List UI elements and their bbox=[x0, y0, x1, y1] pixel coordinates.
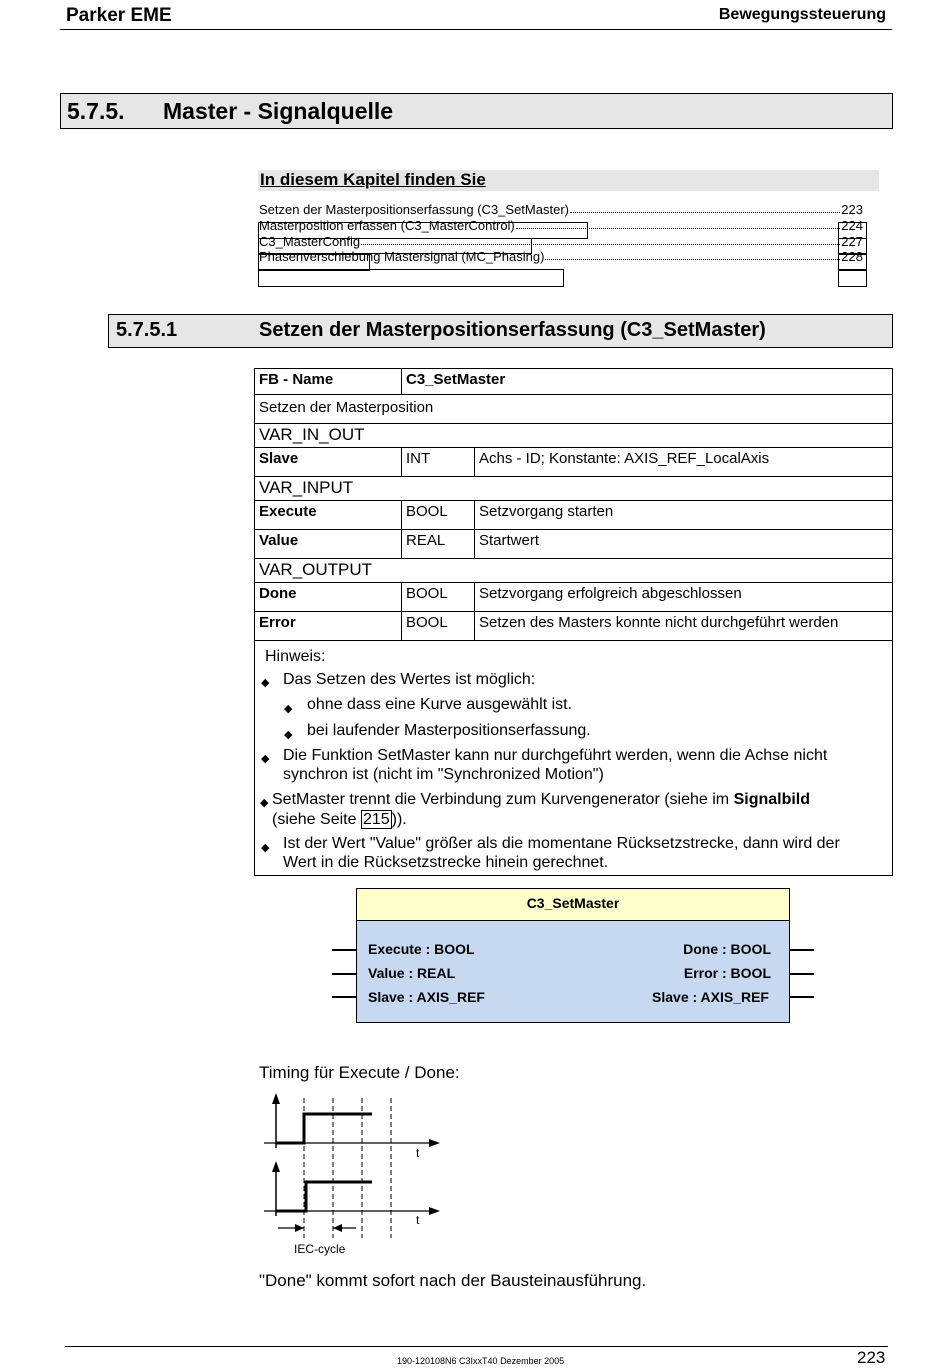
var-desc: Achs - ID; Konstante: AXIS_REF_LocalAxis bbox=[475, 448, 893, 477]
arrow-right-icon bbox=[429, 1207, 440, 1215]
toc-entry-title: Phasenverschiebung Mastersignal (MC_Phasing) bbox=[259, 249, 545, 264]
toc-entry[interactable] bbox=[259, 202, 863, 217]
note-text-part: )). bbox=[391, 811, 407, 828]
notes-box bbox=[254, 640, 893, 876]
block-output: Error : BOOL bbox=[683, 965, 771, 981]
var-name: Slave bbox=[255, 448, 402, 477]
note-text: Wert in die Rücksetzstrecke hinein gerechnet. bbox=[283, 854, 609, 871]
arrow-up-icon bbox=[272, 1161, 280, 1172]
var-desc: Startwert bbox=[475, 530, 893, 559]
arrow-right-icon bbox=[295, 1224, 304, 1232]
var-group-label: VAR_OUTPUT bbox=[255, 559, 893, 583]
note-text bbox=[272, 790, 810, 809]
timing-title: Timing für Execute / Done: bbox=[259, 1063, 460, 1082]
arrow-left-icon bbox=[333, 1224, 342, 1232]
var-name: Error bbox=[255, 612, 402, 641]
time-axis-label: t bbox=[416, 1146, 420, 1160]
section-title: Master - Signalquelle bbox=[163, 98, 394, 124]
note-text: ohne dass eine Kurve ausgewählt ist. bbox=[307, 696, 573, 713]
iec-cycle-label: IEC-cycle bbox=[294, 1242, 346, 1256]
note-text bbox=[272, 810, 407, 829]
block-output: Slave : AXIS_REF bbox=[652, 989, 769, 1005]
fb-name-value: C3_SetMaster bbox=[402, 369, 893, 395]
input-pin-line bbox=[332, 949, 356, 951]
time-axis-label: t bbox=[416, 1213, 420, 1227]
subsection-number: 5.7.5.1 bbox=[116, 319, 178, 341]
var-type: REAL bbox=[402, 530, 475, 559]
arrow-right-icon bbox=[429, 1139, 440, 1147]
subsection-title: Setzen der Masterpositionserfassung (C3_SetMaster) bbox=[259, 319, 766, 341]
var-desc: Setzvorgang erfolgreich abgeschlossen bbox=[475, 583, 893, 612]
note-bold-term: Signalbild bbox=[733, 791, 811, 808]
block-title: C3_SetMaster bbox=[357, 889, 789, 921]
note-text-part: SetMaster trennt die Verbindung zum Kurvengenerator (siehe im bbox=[272, 791, 734, 808]
note-text: bei laufender Masterpositionserfassung. bbox=[307, 722, 591, 739]
block-output: Done : BOOL bbox=[683, 941, 771, 957]
var-name: Execute bbox=[255, 501, 402, 530]
header-divider bbox=[60, 29, 892, 30]
var-type: BOOL bbox=[402, 583, 475, 612]
subsection-heading bbox=[108, 314, 893, 348]
note-text: Die Funktion SetMaster kann nur durchgeführt werden, wenn die Achse nicht bbox=[283, 747, 828, 764]
var-desc: Setzvorgang starten bbox=[475, 501, 893, 530]
note-text: Das Setzen des Wertes ist möglich: bbox=[283, 671, 536, 688]
toc-heading bbox=[258, 170, 879, 191]
input-pin-line bbox=[332, 996, 356, 998]
toc-entry-page: 227 bbox=[841, 234, 863, 249]
block-input: Slave : AXIS_REF bbox=[368, 989, 485, 1005]
note-text-part: (siehe Seite bbox=[272, 811, 361, 828]
footer-doc-id: 190-120108N6 C3IxxT40 Dezember 2005 bbox=[397, 1356, 565, 1366]
fb-description: Setzen der Masterposition bbox=[255, 395, 893, 424]
toc-page-link-box[interactable] bbox=[838, 238, 867, 254]
bullet-diamond-icon: ◆ bbox=[261, 842, 270, 854]
var-name: Done bbox=[255, 583, 402, 612]
toc-link-box[interactable] bbox=[258, 222, 588, 239]
var-desc: Setzen des Masters konnte nicht durchgeführt werden bbox=[475, 612, 893, 641]
function-block bbox=[356, 888, 790, 1023]
page-number: 223 bbox=[857, 1348, 886, 1367]
bullet-diamond-icon: ◆ bbox=[261, 753, 270, 765]
toc-entry-page: 224 bbox=[841, 218, 863, 233]
fb-name-label: FB - Name bbox=[255, 369, 402, 395]
toc-heading-text: In diesem Kapitel finden Sie bbox=[260, 170, 486, 189]
arrow-up-icon bbox=[272, 1093, 280, 1104]
output-pin-line bbox=[790, 949, 814, 951]
bullet-diamond-icon: ◆ bbox=[261, 677, 270, 689]
block-input: Execute : BOOL bbox=[368, 941, 475, 957]
toc-link-box[interactable] bbox=[258, 269, 564, 287]
done-signal bbox=[276, 1182, 372, 1211]
note-text: Ist der Wert "Value" größer als die momentane Rücksetzstrecke, dann wird der bbox=[283, 835, 840, 852]
toc-entry-title: Setzen der Masterpositionserfassung (C3_SetMaster) bbox=[259, 202, 569, 217]
toc-entry-page: 228 bbox=[841, 249, 863, 264]
block-input: Value : REAL bbox=[368, 965, 456, 981]
var-type: BOOL bbox=[402, 612, 475, 641]
done-note: "Done" kommt sofort nach der Bausteinausführung. bbox=[259, 1271, 647, 1290]
toc-page-link-box[interactable] bbox=[838, 269, 867, 287]
var-group-label: VAR_IN_OUT bbox=[255, 424, 893, 448]
toc-entry-title: Masterposition erfassen (C3_MasterControl) bbox=[259, 218, 515, 233]
output-pin-line bbox=[790, 996, 814, 998]
timing-diagram bbox=[258, 1090, 458, 1260]
var-type: BOOL bbox=[402, 501, 475, 530]
section-heading bbox=[60, 93, 893, 129]
input-pin-line bbox=[332, 973, 356, 975]
toc-entry-page: 223 bbox=[841, 202, 863, 217]
header-section: Bewegungssteuerung bbox=[718, 6, 886, 23]
var-group-label: VAR_INPUT bbox=[255, 477, 893, 501]
note-text: synchron ist (nicht im "Synchronized Motion") bbox=[283, 766, 604, 783]
header-company: Parker EME bbox=[66, 5, 172, 26]
section-number: 5.7.5. bbox=[67, 98, 125, 124]
execute-signal bbox=[276, 1114, 372, 1143]
toc-page-link-box[interactable] bbox=[838, 222, 867, 239]
toc-entry-title: C3_MasterConfig bbox=[259, 234, 361, 249]
bullet-diamond-icon: ◆ bbox=[260, 797, 269, 809]
output-pin-line bbox=[790, 973, 814, 975]
var-type: INT bbox=[402, 448, 475, 477]
notes-heading: Hinweis: bbox=[265, 648, 326, 665]
var-name: Value bbox=[255, 530, 402, 559]
toc-link-box[interactable] bbox=[258, 238, 532, 254]
fb-table bbox=[254, 368, 893, 641]
bullet-diamond-icon: ◆ bbox=[284, 703, 293, 715]
page-link[interactable]: 215 bbox=[362, 811, 390, 828]
footer-divider bbox=[65, 1346, 888, 1347]
bullet-diamond-icon: ◆ bbox=[284, 729, 293, 741]
